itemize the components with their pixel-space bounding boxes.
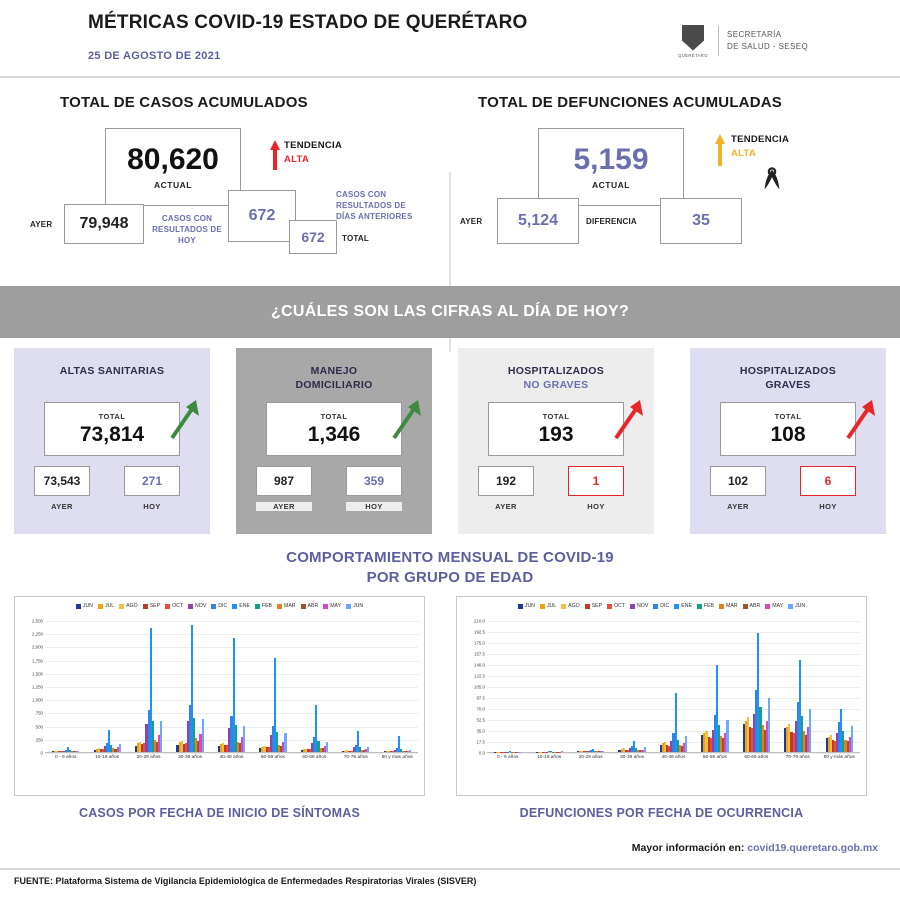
cases-yesterday-box: [64, 204, 144, 244]
legend-label: FEB: [261, 603, 272, 609]
legend-item: [143, 603, 160, 609]
deaths-difference-box: [660, 198, 742, 244]
card-title: [14, 364, 210, 378]
y-tick-label: 157.5: [474, 651, 485, 657]
legend-item: [255, 603, 272, 609]
charts-section-title: [0, 548, 900, 589]
gridline: [45, 753, 418, 754]
card-today-box: [568, 466, 624, 496]
deaths-trend-value: ALTA: [731, 148, 757, 159]
legend-item: [585, 603, 602, 609]
legend-item: [232, 603, 250, 609]
bar-group: [819, 621, 860, 752]
card-total-label: TOTAL: [542, 411, 570, 421]
y-tick-label: 35.0: [476, 728, 485, 734]
cases-current-box: [105, 128, 241, 206]
logo-line-2: DE SALUD - SESEQ: [727, 42, 809, 51]
y-tick-label: 2,000: [32, 644, 43, 650]
bar-group: [335, 621, 376, 752]
cases-trend-arrow-icon: [268, 138, 282, 172]
logo-divider: [718, 26, 719, 56]
card-title-line2: DOMICILIARIO: [295, 379, 373, 392]
bar: [519, 752, 521, 753]
bar: [851, 726, 853, 752]
card-hospitalizados-no-graves: [458, 348, 654, 534]
legend-label: AGO: [568, 603, 580, 609]
card-title-line2: NO GRAVES: [523, 379, 589, 392]
cases-current-value: 80,620: [127, 142, 219, 176]
legend-item: [98, 603, 114, 609]
bar: [768, 698, 770, 752]
legend-swatch: [119, 604, 124, 609]
bar-group: [211, 621, 252, 752]
legend-swatch: [232, 604, 237, 609]
bar-groups: [487, 621, 860, 752]
bar-group: [528, 621, 569, 752]
deaths-current-label: ACTUAL: [592, 179, 630, 190]
card-title-line2: GRAVES: [765, 379, 811, 392]
legend-label: MAR: [726, 603, 738, 609]
legend-swatch: [518, 604, 523, 609]
y-tick-label: 192.5: [474, 629, 485, 635]
chart-plot-area: [45, 621, 418, 753]
metric-cards: [0, 348, 900, 538]
legend-item: [788, 603, 805, 609]
legend-swatch: [301, 604, 306, 609]
chart-deaths: [456, 596, 867, 796]
deaths-yesterday-box: [497, 198, 579, 244]
legend-swatch: [743, 604, 748, 609]
bar: [809, 709, 811, 752]
bar: [119, 744, 121, 752]
x-tick-label: 80 y más años: [823, 755, 855, 760]
y-tick-label: 122.5: [474, 673, 485, 679]
bar-group: [570, 621, 611, 752]
legend-label: SEP: [149, 603, 161, 609]
bar-group: [294, 621, 335, 752]
legend-item: [277, 603, 296, 609]
card-total-value: 1,346: [307, 422, 361, 446]
legend-swatch: [76, 604, 81, 609]
y-tick-label: 1,750: [32, 658, 43, 664]
chart-deaths-caption: DEFUNCIONES POR FECHA DE OCURRENCIA: [519, 806, 804, 820]
legend-label: ABR: [749, 603, 761, 609]
page-header: [0, 0, 900, 78]
bar: [202, 719, 204, 752]
x-tick-label: 70-79 años: [785, 755, 810, 760]
legend-swatch: [98, 604, 103, 609]
x-axis-line: [487, 752, 860, 753]
card-total-value: 108: [770, 422, 806, 446]
card-yesterday-label: AYER: [727, 502, 749, 511]
bar: [561, 751, 563, 752]
y-tick-label: 70.0: [476, 706, 485, 712]
y-tick-label: 210.0: [474, 618, 485, 624]
legend-swatch: [143, 604, 148, 609]
chart-y-axis: [15, 618, 45, 756]
legend-item: [765, 603, 783, 609]
legend-swatch: [765, 604, 770, 609]
card-today-value: 271: [141, 474, 163, 488]
legend-label: ENE: [681, 603, 692, 609]
card-trend-arrow-icon: [610, 396, 646, 442]
legend-swatch: [165, 604, 170, 609]
legend-label: DIC: [660, 603, 670, 609]
legend-item: [211, 603, 227, 609]
x-tick-label: 60-69 años: [302, 755, 327, 760]
card-total-box: [720, 402, 856, 456]
legend-item: [119, 603, 138, 609]
x-tick-label: 10-19 años: [537, 755, 562, 760]
legend-item: [323, 603, 341, 609]
x-tick-label: 0 - 9 años: [55, 755, 77, 760]
cases-today-box: [228, 190, 296, 242]
bar-groups: [45, 621, 418, 752]
bar-group: [377, 621, 418, 752]
legend-item: [674, 603, 692, 609]
legend-swatch: [277, 604, 282, 609]
y-tick-label: 1,500: [32, 671, 43, 677]
bar: [77, 751, 79, 752]
more-info-link[interactable]: covid19.queretaro.gob.mx: [747, 842, 878, 854]
x-tick-label: 30-39 años: [178, 755, 203, 760]
y-tick-label: 105.0: [474, 684, 485, 690]
bar-group: [45, 621, 86, 752]
legend-label: DIC: [218, 603, 228, 609]
bar-group: [694, 621, 735, 752]
source-note: FUENTE: Plataforma Sistema de Vigilancia Epidemiológica de Enfermedades Respiratorias Virales (SISVER): [14, 876, 477, 886]
card-title-line1: HOSPITALIZADOS: [507, 365, 605, 377]
legend-item: [653, 603, 669, 609]
x-tick-label: 0 - 9 años: [497, 755, 519, 760]
legend-label: JUN: [353, 603, 364, 609]
y-tick-label: 750: [35, 710, 43, 716]
x-tick-label: 30-39 años: [620, 755, 645, 760]
y-tick-label: 87.5: [476, 695, 485, 701]
card-today-value: 6: [824, 474, 832, 488]
report-date: 25 DE AGOSTO DE 2021: [88, 50, 221, 62]
card-total-label: TOTAL: [320, 411, 348, 421]
bar: [284, 733, 286, 752]
card-title: [236, 364, 432, 392]
gridline: [487, 753, 860, 754]
deaths-trend-label: TENDENCIA: [731, 134, 790, 145]
cases-previous-days-label: CASOS CON RESULTADOS DE DÍAS ANTERIORES: [336, 190, 413, 221]
card-total-value: 73,814: [79, 422, 145, 446]
bar: [602, 751, 604, 752]
legend-swatch: [719, 604, 724, 609]
card-yesterday-value: 192: [495, 474, 517, 488]
card-title: [690, 364, 886, 392]
card-today-label: HOY: [819, 502, 837, 511]
bar: [367, 747, 369, 752]
legend-swatch: [697, 604, 702, 609]
top-stats-section: [0, 78, 900, 278]
card-total-box: [44, 402, 180, 456]
x-tick-label: 20-29 años: [578, 755, 603, 760]
legend-swatch: [585, 604, 590, 609]
cases-total-value: 672: [301, 229, 325, 245]
deaths-panel-title: TOTAL DE DEFUNCIONES ACUMULADAS: [478, 94, 782, 111]
bar-group: [653, 621, 694, 752]
bar: [644, 747, 646, 752]
x-tick-label: 70-79 años: [343, 755, 368, 760]
bar-group: [128, 621, 169, 752]
cases-today-label: CASOS CON RESULTADOS DE HOY: [152, 214, 222, 245]
x-tick-label: 60-69 años: [744, 755, 769, 760]
legend-swatch: [674, 604, 679, 609]
card-trend-arrow-icon: [166, 396, 202, 442]
card-total-label: TOTAL: [98, 411, 126, 421]
cases-trend-value: ALTA: [284, 154, 310, 165]
legend-item: [719, 603, 738, 609]
y-tick-label: 1,000: [32, 697, 43, 703]
bar: [160, 721, 162, 752]
legend-item: [697, 603, 714, 609]
bar: [326, 742, 328, 752]
seseq-logo: [676, 20, 808, 62]
legend-swatch: [561, 604, 566, 609]
deaths-current-box: [538, 128, 684, 206]
cases-total-box: [289, 220, 337, 254]
legend-swatch: [323, 604, 328, 609]
chart-legend: [457, 603, 866, 609]
legend-item: [76, 603, 93, 609]
legend-item: [630, 603, 648, 609]
y-tick-label: 250: [35, 737, 43, 743]
x-tick-label: 80 y mas años: [381, 755, 413, 760]
card-today-box: [800, 466, 856, 496]
legend-label: JUN: [82, 603, 93, 609]
card-yesterday-value: 73,543: [43, 474, 81, 488]
cases-yesterday-value: 79,948: [79, 215, 129, 232]
charts-title-line2: POR GRUPO DE EDAD: [366, 569, 534, 587]
card-yesterday-box: [710, 466, 766, 496]
y-tick-label: 1,250: [32, 684, 43, 690]
bar-group: [487, 621, 528, 752]
footer-divider: [0, 868, 900, 870]
card-yesterday-label: AYER: [495, 502, 517, 511]
legend-label: ENE: [239, 603, 250, 609]
legend-label: JUN: [795, 603, 806, 609]
card-altas-sanitarias: [14, 348, 210, 534]
y-tick-label: 52.5: [476, 717, 485, 723]
card-total-label: TOTAL: [774, 411, 802, 421]
legend-label: MAY: [330, 603, 342, 609]
bar-group: [86, 621, 127, 752]
card-today-label: HOY: [346, 502, 402, 511]
card-today-label: HOY: [587, 502, 605, 511]
chart-y-axis: [457, 618, 487, 756]
legend-label: ABR: [307, 603, 319, 609]
card-title: [458, 364, 654, 392]
legend-swatch: [540, 604, 545, 609]
x-tick-label: 50-59 años: [702, 755, 727, 760]
card-total-box: [266, 402, 402, 456]
x-axis-line: [45, 752, 418, 753]
legend-item: [301, 603, 319, 609]
legend-item: [540, 603, 556, 609]
card-manejo-domiciliario: [236, 348, 432, 534]
today-figures-band: [0, 286, 900, 338]
legend-label: NOV: [637, 603, 649, 609]
bar-group: [611, 621, 652, 752]
legend-label: MAY: [772, 603, 784, 609]
card-title-line1: ALTAS SANITARIAS: [59, 365, 165, 377]
more-info: [632, 842, 878, 854]
today-figures-text: ¿CUÁLES SON LAS CIFRAS AL DÍA DE HOY?: [270, 303, 630, 320]
card-yesterday-label: AYER: [51, 502, 73, 511]
legend-label: AGO: [126, 603, 138, 609]
x-tick-label: 40-49 años: [219, 755, 244, 760]
page-title: MÉTRICAS COVID-19 ESTADO DE QUERÉTARO: [88, 12, 528, 33]
bar-group: [169, 621, 210, 752]
card-today-box: [124, 466, 180, 496]
card-yesterday-value: 987: [273, 474, 295, 488]
y-tick-label: 2,500: [32, 618, 43, 624]
deaths-difference-label: DIFERENCIA: [586, 217, 637, 226]
charts-title-line1: COMPORTAMIENTO MENSUAL DE COVID-19: [286, 549, 614, 566]
deaths-trend-arrow-icon: [713, 132, 727, 168]
legend-item: [346, 603, 363, 609]
y-tick-label: 0: [40, 750, 43, 756]
legend-label: JUL: [104, 603, 115, 609]
chart-x-labels: [487, 755, 860, 761]
more-info-label: Mayor información en:: [631, 842, 745, 854]
card-today-value: 359: [363, 474, 385, 488]
chart-cases-caption: CASOS POR FECHA DE INICIO DE SÍNTOMAS: [78, 806, 361, 820]
queretaro-crest-icon: [676, 20, 710, 62]
bar-group: [252, 621, 293, 752]
bar-group: [736, 621, 777, 752]
deaths-yesterday-value: 5,124: [517, 212, 559, 229]
card-yesterday-box: [256, 466, 312, 496]
legend-item: [518, 603, 535, 609]
legend-label: OCT: [614, 603, 626, 609]
deaths-yesterday-label: AYER: [460, 217, 483, 226]
card-yesterday-box: [478, 466, 534, 496]
card-title-line1: MANEJO: [310, 365, 358, 377]
x-tick-label: 50-59 años: [260, 755, 285, 760]
card-total-box: [488, 402, 624, 456]
chart-cases: [14, 596, 425, 796]
bar: [685, 736, 687, 752]
cases-total-label: TOTAL: [342, 234, 369, 243]
y-tick-label: 0.0: [478, 750, 485, 756]
cases-panel-title: TOTAL DE CASOS ACUMULADOS: [60, 94, 308, 111]
card-today-value: 1: [592, 474, 600, 488]
legend-swatch: [788, 604, 793, 609]
card-hospitalizados-graves: [690, 348, 886, 534]
card-today-label: HOY: [143, 502, 161, 511]
cases-today-value: 672: [248, 207, 276, 224]
legend-item: [561, 603, 580, 609]
y-tick-label: 17.5: [476, 739, 485, 745]
cases-trend-label: TENDENCIA: [284, 140, 343, 151]
legend-item: [743, 603, 761, 609]
mourning-ribbon-icon: [761, 166, 783, 192]
legend-label: SEP: [591, 603, 603, 609]
card-yesterday-value: 102: [727, 474, 749, 488]
y-tick-label: 140.0: [474, 662, 485, 668]
logo-text: [727, 29, 808, 52]
card-title-line1: HOSPITALIZADOS: [739, 365, 837, 377]
legend-swatch: [255, 604, 260, 609]
legend-item: [188, 603, 206, 609]
deaths-difference-value: 35: [692, 212, 710, 229]
x-tick-label: 40-49 años: [661, 755, 686, 760]
y-tick-label: 500: [35, 724, 43, 730]
legend-label: OCT: [172, 603, 184, 609]
y-tick-label: 175.0: [474, 640, 485, 646]
bar: [726, 720, 728, 752]
bar-group: [777, 621, 818, 752]
legend-item: [165, 603, 183, 609]
chart-x-labels: [45, 755, 418, 761]
legend-swatch: [211, 604, 216, 609]
legend-label: FEB: [703, 603, 714, 609]
y-tick-label: 2,250: [32, 631, 43, 637]
legend-swatch: [653, 604, 658, 609]
card-trend-arrow-icon: [388, 396, 424, 442]
bar: [409, 750, 411, 752]
deaths-current-value: 5,159: [573, 142, 649, 176]
bar: [243, 726, 245, 752]
legend-label: JUL: [546, 603, 557, 609]
legend-label: JUN: [524, 603, 535, 609]
legend-label: NOV: [195, 603, 207, 609]
legend-label: MAR: [284, 603, 296, 609]
card-yesterday-box: [34, 466, 90, 496]
logo-line-1: SECRETARÍA: [727, 30, 782, 40]
x-tick-label: 10-19 años: [95, 755, 120, 760]
card-yesterday-label: AYER: [256, 502, 312, 511]
legend-swatch: [630, 604, 635, 609]
chart-legend: [15, 603, 424, 609]
x-tick-label: 20-29 años: [136, 755, 161, 760]
legend-swatch: [188, 604, 193, 609]
card-total-value: 193: [538, 422, 574, 446]
legend-item: [607, 603, 625, 609]
card-today-box: [346, 466, 402, 496]
legend-swatch: [346, 604, 351, 609]
card-trend-arrow-icon: [842, 396, 878, 442]
chart-plot-area: [487, 621, 860, 753]
legend-swatch: [607, 604, 612, 609]
cases-yesterday-label: AYER: [30, 220, 53, 229]
crest-label: QUERÉTARO: [678, 52, 708, 58]
cases-current-label: ACTUAL: [154, 179, 192, 190]
